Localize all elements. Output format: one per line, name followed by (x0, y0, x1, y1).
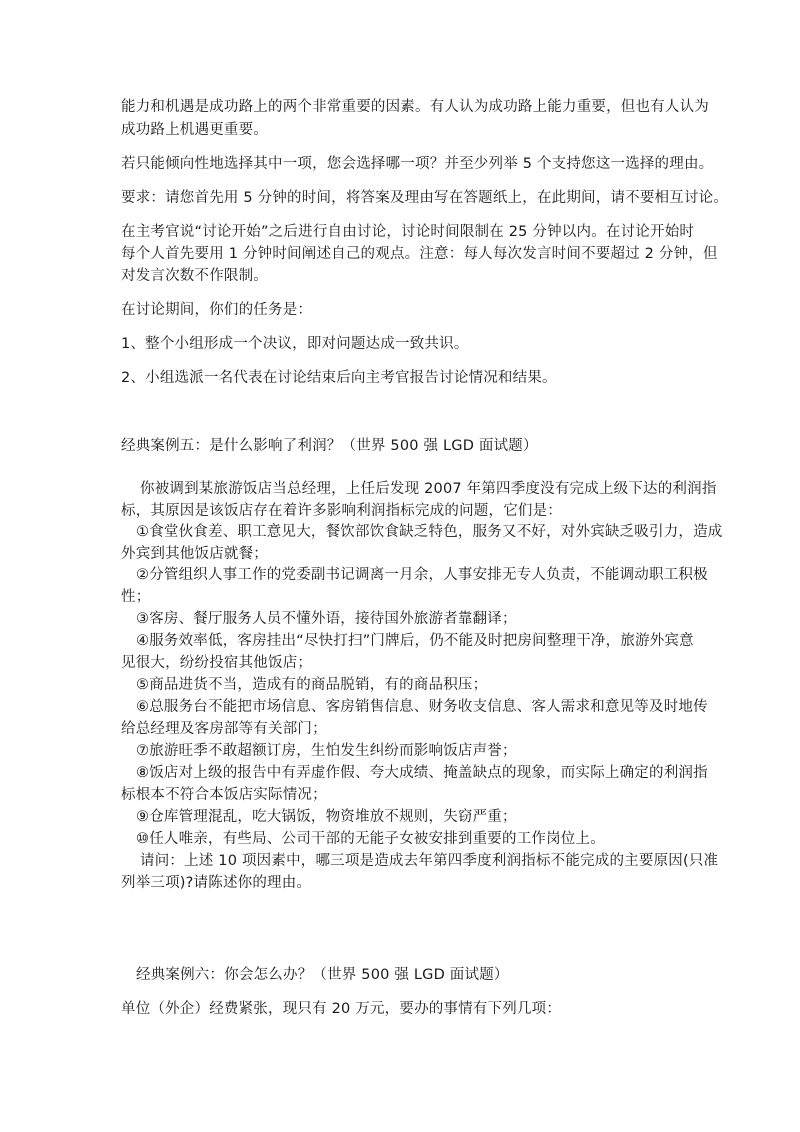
case5-question: 请问：上述 10 项因素中，哪三项是造成去年第四季度利润指标不能完成的主要原因(只准 (140, 853, 719, 869)
case5-factor-6: ⑥总服务台不能把市场信息、客房销售信息、财务收支信息、客人需求和意见等及时地传 (136, 699, 708, 715)
case5-intro-line: 标，其原因是该饭店存在着许多影响利润指标完成的问题，它们是： (121, 503, 562, 519)
case5-factor-10: ⑩任人唯亲，有些局、公司干部的无能子女被安排到重要的工作岗位上。 (136, 831, 605, 847)
case5-factor-7: ⑦旅游旺季不敢超额订房，生怕发生纠纷而影响饭店声誉； (136, 743, 517, 759)
case6-intro: 单位（外企）经费紧张，现只有 20 万元，要办的事情有下列几项： (121, 1001, 562, 1017)
discussion-rules-line: 在主考官说“讨论开始”之后进行自由讨论，讨论时间限制在 25 分钟以内。在讨论开始时 (121, 224, 695, 240)
case5-factor-3: ③客房、餐厅服务人员不懂外语，接待国外旅游者靠翻译； (136, 611, 517, 627)
intro-paragraph-line: 成功路上机遇更重要。 (121, 122, 268, 138)
discussion-rules-line: 每个人首先要用 1 分钟时间阐述自己的观点。注意：每人每次发言时间不要超过 2 分钟，但 (121, 246, 718, 262)
case5-factor-9: ⑨仓库管理混乱，吃大锅饭，物资堆放不规则，失窃严重； (136, 809, 517, 825)
case5-factor-5: ⑤商品进货不当，造成有的商品脱销，有的商品积压； (136, 677, 488, 693)
task-item-2: 2、小组选派一名代表在讨论结束后向主考官报告讨论情况和结果。 (121, 370, 557, 386)
case5-factor-1: ①食堂伙食差、职工意见大，餐饮部饮食缺乏特色，服务又不好，对外宾缺乏吸引力，造成 (136, 524, 723, 540)
task-heading: 在讨论期间，你们的任务是： (121, 302, 313, 318)
task-item-1: 1、整个小组形成一个决议，即对问题达成一致共识。 (121, 336, 469, 352)
case5-factor-8-cont: 标根本不符合本饭店实际情况； (121, 787, 327, 803)
case5-factor-2-cont: 性； (121, 589, 151, 605)
case5-factor-6-cont: 给总经理及客房部等有关部门； (121, 721, 327, 737)
case5-question-cont: 列举三项)?请陈述你的理由。 (121, 875, 312, 891)
requirement-paragraph: 要求：请您首先用 5 分钟的时间，将答案及理由写在答题纸上，在此期间，请不要相互讨论。 (121, 190, 729, 206)
case5-intro-line: 你被调到某旅游饭店当总经理，上任后发现 2007 年第四季度没有完成上级下达的利润指 (140, 481, 717, 497)
case5-factor-4: ④服务效率低，客房挂出“尽快打扫”门牌后，仍不能及时把房间整理干净，旅游外宾意 (136, 633, 694, 649)
case5-factor-4-cont: 见很大，纷纷投宿其他饭店； (121, 655, 313, 671)
intro-paragraph: 若只能倾向性地选择其中一项，您会选择哪一项？并至少列举 5 个支持您这一选择的理由。 (121, 156, 714, 172)
case5-factor-2: ②分管组织人事工作的党委副书记调离一月余，人事安排无专人负责，不能调动职工积极 (136, 567, 708, 583)
case6-title: 经典案例六：你会怎么办？（世界 500 强 LGD 面试题） (136, 967, 509, 983)
case5-factor-8: ⑧饭店对上级的报告中有弄虚作假、夸大成绩、掩盖缺点的现象，而实际上确定的利润指 (136, 765, 708, 781)
case5-title: 经典案例五：是什么影响了利润？（世界 500 强 LGD 面试题） (121, 438, 538, 454)
case5-factor-1-cont: 外宾到其他饭店就餐； (121, 546, 268, 562)
discussion-rules-line: 对发言次数不作限制。 (121, 268, 268, 284)
intro-paragraph-line: 能力和机遇是成功路上的两个非常重要的因素。有人认为成功路上能力重要，但也有人认为 (121, 99, 709, 115)
